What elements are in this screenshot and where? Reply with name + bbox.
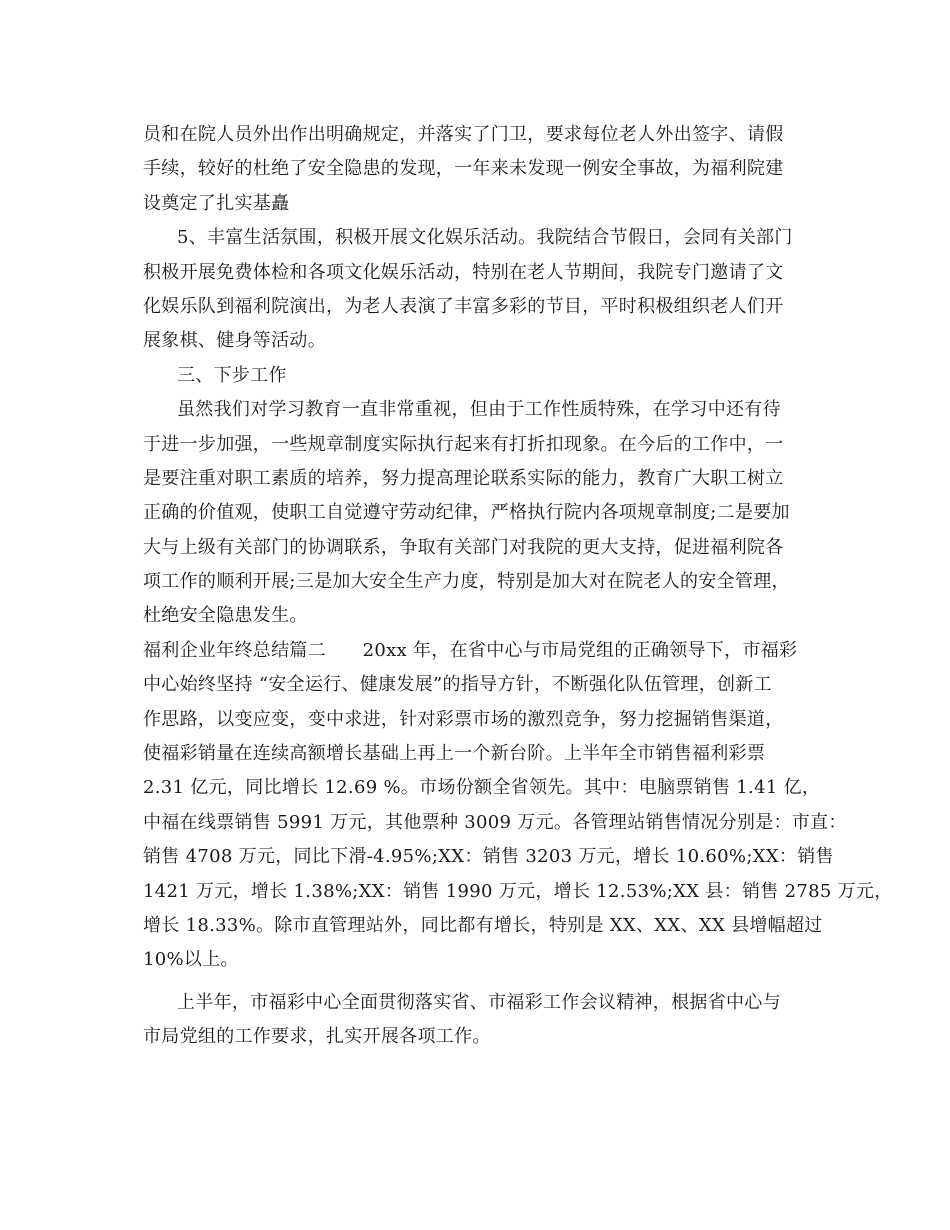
text-line: 作思路，以变应变，变中求进，针对彩票市场的激烈竞争，努力挖掘销售渠道，	[143, 708, 784, 730]
text-line: 使福彩销量在连续高额增长基础上再上一个新台阶。上半年全市销售福利彩票	[143, 743, 766, 765]
text-line: 市局党组的工作要求，扎实开展各项工作。	[143, 1026, 491, 1048]
text-line: 5、丰富生活氛围，积极开展文化娱乐活动。我院结合节假日，会同有关部门	[177, 227, 793, 249]
text-line: 增长 18.33%。除市直管理站外，同比都有增长，特别是 XX、XX、XX 县增幅超过	[143, 914, 823, 936]
text-line: 设奠定了扎实基矗	[143, 192, 290, 214]
text-line: 展象棋、健身等活动。	[143, 330, 326, 352]
text-line: 1421 万元，增长 1.38%;XX：销售 1990 万元，增长 12.53%;XX 县：销售 2785 万元，	[143, 880, 893, 902]
text-line: 手续，较好的杜绝了安全隐患的发现，一年来未发现一例安全事故，为福利院建	[143, 158, 784, 180]
text-line: 福利企业年终总结篇二 20xx 年，在省中心与市局党组的正确领导下，市福彩	[143, 639, 798, 661]
text-line: 上半年，市福彩中心全面贯彻落实省、市福彩工作会议精神，根据省中心与	[177, 991, 781, 1013]
text-line: 化娱乐队到福利院演出，为老人表演了丰富多彩的节目，平时积极组织老人们开	[143, 295, 784, 317]
document-body	[143, 118, 893, 1055]
text-line: 于进一步加强，一些规章制度实际执行起来有打折扣现象。在今后的工作中，一	[143, 433, 784, 455]
text-line: 积极开展免费体检和各项文化娱乐活动，特别在老人节期间，我院专门邀请了文	[143, 261, 784, 283]
text-line: 员和在院人员外出作出明确规定，并落实了门卫，要求每位老人外出签字、请假	[143, 124, 784, 145]
text-line: 2.31 亿元，同比增长 12.69 %。市场份额全省领先。其中：电脑票销售 1.41 亿，	[143, 777, 821, 799]
text-line: 中心始终坚持 “安全运行、健康发展”的指导方针，不断强化队伍管理，创新工	[143, 674, 772, 696]
text-line: 中福在线票销售 5991 万元，其他票种 3009 万元。各管理站销售情况分别是：市直：	[143, 811, 847, 833]
text-line: 三、下步工作	[177, 364, 287, 386]
text-line: 销售 4708 万元，同比下滑-4.95%;XX：销售 3203 万元，增长 10.60%;XX：销售	[143, 846, 834, 868]
text-line: 是要注重对职工素质的培养，努力提高理论联系实际的能力，教育广大职工树立	[143, 467, 784, 489]
text-line: 大与上级有关部门的协调联系，争取有关部门对我院的更大支持，促进福利院各	[143, 536, 784, 558]
text-line: 正确的价值观，使职工自觉遵守劳动纪律，严格执行院内各项规章制度;二是要加	[143, 502, 790, 524]
text-line: 10%以上。	[143, 949, 239, 971]
text-line: 杜绝安全隐患发生。	[143, 605, 308, 627]
text-line: 项工作的顺利开展;三是加大安全生产力度，特别是加大对在院老人的安全管理，	[143, 571, 790, 593]
text-line: 虽然我们对学习教育一直非常重视，但由于工作性质特殊，在学习中还有待	[177, 399, 781, 421]
